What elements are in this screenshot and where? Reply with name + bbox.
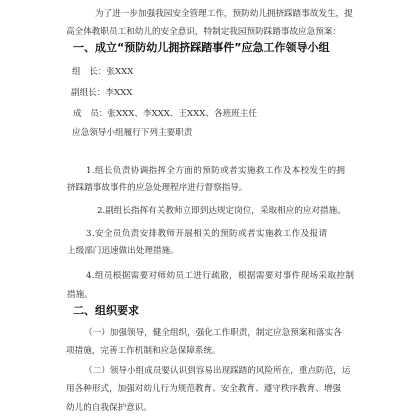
section-2-p1-line-2: 项措施，完善工作机制和应急保障系统。 [66,346,221,356]
intro-line-1: 为了进一步加强我园安全管理工作，预防幼儿拥挤踩踏事故发生，提 [95,9,353,19]
section-2-heading: 二、组织要求 [73,304,139,317]
section-2-p1-line-1: （一）加强领导，健全组织，强化工作职责，制定应急预案和落实各 [84,328,342,338]
duty-2-line-1: 2.副组长指挥有关教师立即到达规定岗位，采取相应的应对措施。 [97,206,346,216]
duty-3-line-1: 3.安全员负责安排教师开展相关的预防或者实施救工作及报请 [86,229,328,239]
section-2-p2-line-2: 用各种形式，加强对幼儿行为规范教育、安全教育、遵守秩序教育、增强 [66,384,342,394]
leader-line: 组 长：张XXX [72,67,134,77]
duty-1-line-1: 1.组长负责协调指挥全方面的预防或者实施救工作及本校发生的拥 [86,166,346,176]
section-2-p2-line-1: （二）领导小组成员要认识到容易出现踩踏的风险所在，重点防范，运 [84,366,351,376]
members-line: 成 员：张XXX、李XXX、王XXX、各班班主任 [73,109,257,119]
vice-leader-line: 副组长：李XXX [71,88,133,98]
duty-4-line-2: 措施。 [67,290,93,300]
section-2-p2-line-3: 幼儿的自我保护意识。 [66,403,152,413]
duty-4-line-1: 4.组员根据需要对师幼员工进行疏散，根据需要对事件现场采取控制 [86,271,355,281]
duty-3-line-2: 上级部门迅速做出处理措施。 [67,246,179,256]
intro-line-2: 高全体教职员工和幼儿的安全意识，特制定我园预防踩踏事故应急预案： [66,27,342,37]
section-1-heading: 一、成立“预防幼儿拥挤踩踏事件”应急工作领导小组 [73,41,330,54]
duty-1-line-2: 挤踩踏事故事件的应急处理程序进行督察指导。 [67,183,248,193]
duty-note-line: 应急领导小组履行下列主要职责 [72,128,193,138]
